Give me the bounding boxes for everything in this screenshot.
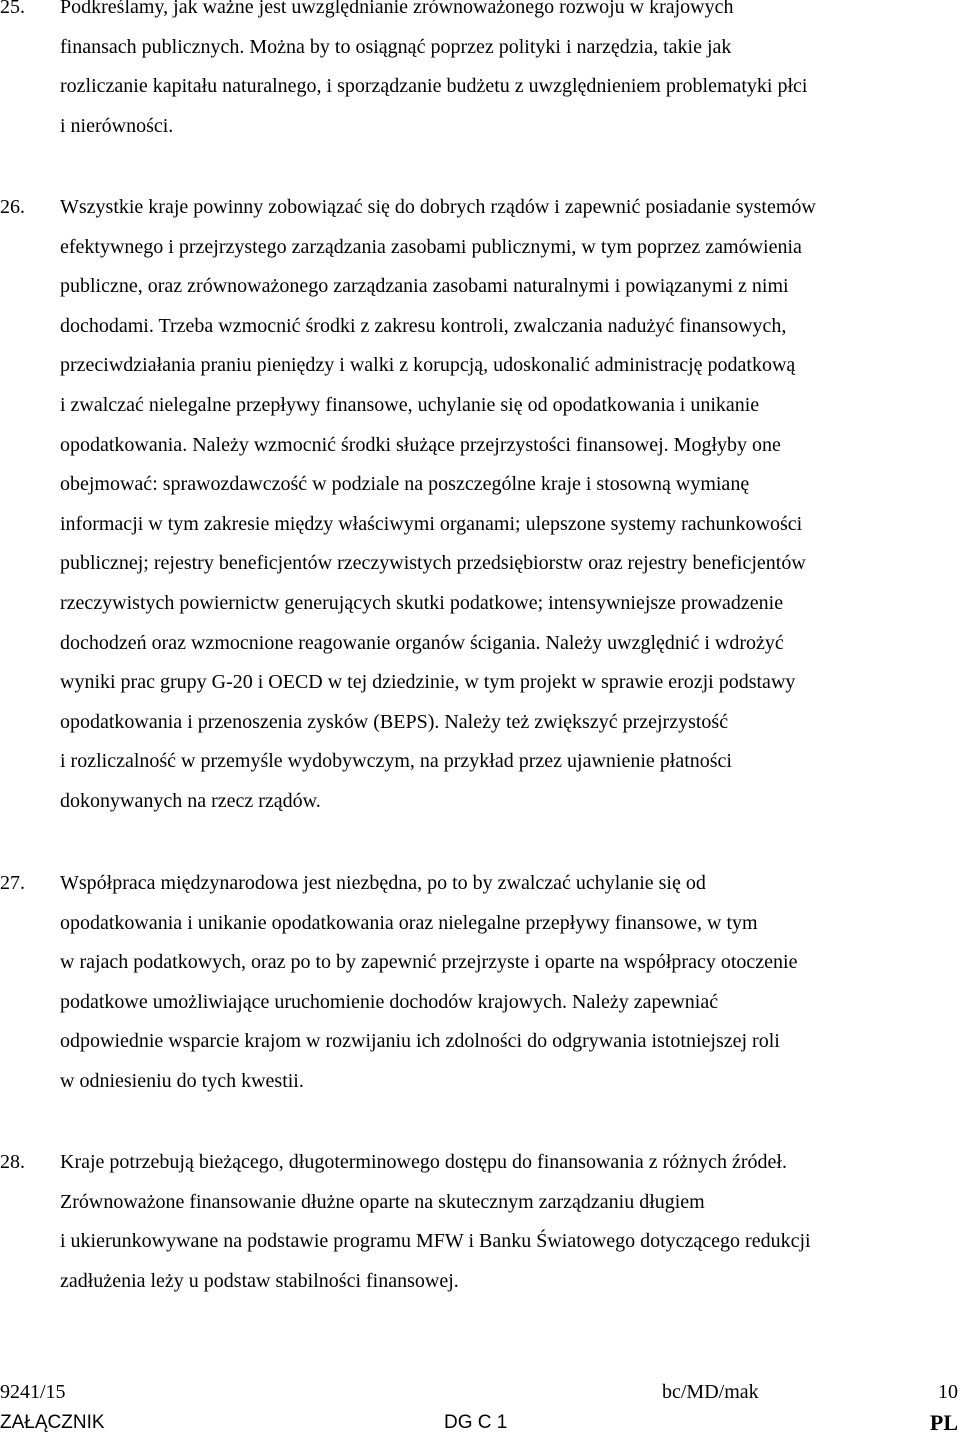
text-line: i nierówności. — [60, 114, 174, 137]
text-line: rzeczywistych powiernictw generujących skutki podatkowe; intensywniejsze prowadzenie — [60, 591, 784, 614]
text-line: w odniesieniu do tych kwestii. — [60, 1069, 304, 1092]
text-line: finansach publicznych. Można by to osiągnąć poprzez polityki i narzędzia, takie jak — [60, 35, 732, 58]
text-line: podatkowe umożliwiające uruchomienie dochodów krajowych. Należy zapewniać — [60, 990, 719, 1013]
text-line: odpowiednie wsparcie krajom w rozwijaniu ich zdolności do odgrywania istotniejszej roli — [60, 1030, 780, 1053]
text-line: opodatkowania i przenoszenia zysków (BEPS). Należy też zwiększyć przejrzystość — [60, 710, 729, 733]
text-line: publiczne, oraz zrównoważonego zarządzania zasobami naturalnymi i powiązanymi z nimi — [60, 275, 789, 298]
text-line: Wszystkie kraje powinny zobowiązać się do dobrych rządów i zapewnić posiadanie systemów — [60, 196, 816, 218]
text-line: przeciwdziałania praniu pieniędzy i walki z korupcją, udoskonalić administrację podatkową — [60, 354, 796, 377]
page-number: 10 — [938, 1381, 958, 1403]
paragraph-number: 26. — [0, 196, 25, 218]
text-line: i rozliczalność w przemyśle wydobywczym, na przykład przez ujawnienie płatności — [60, 750, 732, 773]
text-line: opodatkowania i unikanie opodatkowania oraz nielegalne przepływy finansowe, w tym — [60, 911, 758, 934]
paragraph-number: 28. — [0, 1151, 25, 1173]
text-line: i ukierunkowywane na podstawie programu MFW i Banku Światowego dotyczącego redukcji — [60, 1230, 811, 1253]
paragraph-text — [60, 1143, 960, 1301]
language-code: PL — [929, 1410, 958, 1435]
directorate-label: DG C 1 — [444, 1412, 508, 1433]
text-line: obejmować: sprawozdawczość w podziale na poszczególne kraje i stosowną wymianę — [60, 473, 750, 496]
text-line: zadłużenia leży u podstaw stabilności finansowej. — [60, 1269, 459, 1292]
text-line: i zwalczać nielegalne przepływy finansowe, uchylanie się od opodatkowania i unikanie — [60, 393, 760, 416]
paragraph-number: 27. — [0, 872, 25, 894]
text-line: w rajach podatkowych, oraz po to by zapewnić przejrzyste i oparte na współpracy otoczenie — [60, 951, 798, 974]
text-line: Współpraca międzynarodowa jest niezbędna, po to by zwalczać uchylanie się od — [60, 872, 706, 894]
paragraph-text — [60, 0, 960, 146]
text-line: Zrównoważone finansowanie dłużne oparte na skutecznym zarządzaniu długiem — [60, 1190, 705, 1213]
paragraph-text — [60, 864, 960, 1102]
author-initials: bc/MD/mak — [662, 1381, 759, 1403]
text-line: rozliczanie kapitału naturalnego, i sporządzanie budżetu z uwzględnieniem problematyki płci — [60, 75, 808, 98]
text-line: efektywnego i przejrzystego zarządzania zasobami publicznymi, w tym poprzez zamówienia — [60, 235, 802, 258]
text-line: informacji w tym zakresie między właściwymi organami; ulepszone systemy rachunkowości — [60, 512, 803, 535]
text-line: dochodami. Trzeba wzmocnić środki z zakresu kontroli, zwalczania nadużyć finansowych, — [60, 314, 787, 337]
text-line: Podkreślamy, jak ważne jest uwzględnianie zrównoważonego rozwoju w krajowych — [60, 0, 734, 18]
text-line: Kraje potrzebują bieżącego, długoterminowego dostępu do finansowania z różnych źródeł. — [60, 1151, 787, 1173]
text-line: publicznej; rejestry beneficjentów rzeczywistych przedsiębiorstw oraz rejestry beneficjentów — [60, 552, 806, 575]
paragraph-number: 25. — [0, 0, 25, 18]
annex-label: ZAŁĄCZNIK — [0, 1412, 105, 1433]
text-line: wyniki prac grupy G-20 i OECD w tej dziedzinie, w tym projekt w sprawie erozji podstawy — [60, 671, 796, 694]
text-line: dochodzeń oraz wzmocnione reagowanie organów ścigania. Należy uwzględnić i wdrożyć — [60, 631, 784, 654]
document-reference: 9241/15 — [0, 1381, 66, 1403]
text-line: opodatkowania. Należy wzmocnić środki służące przejrzystości finansowej. Mogłyby one — [60, 433, 781, 456]
paragraph-text — [60, 188, 960, 822]
text-line: dokonywanych na rzecz rządów. — [60, 789, 321, 812]
